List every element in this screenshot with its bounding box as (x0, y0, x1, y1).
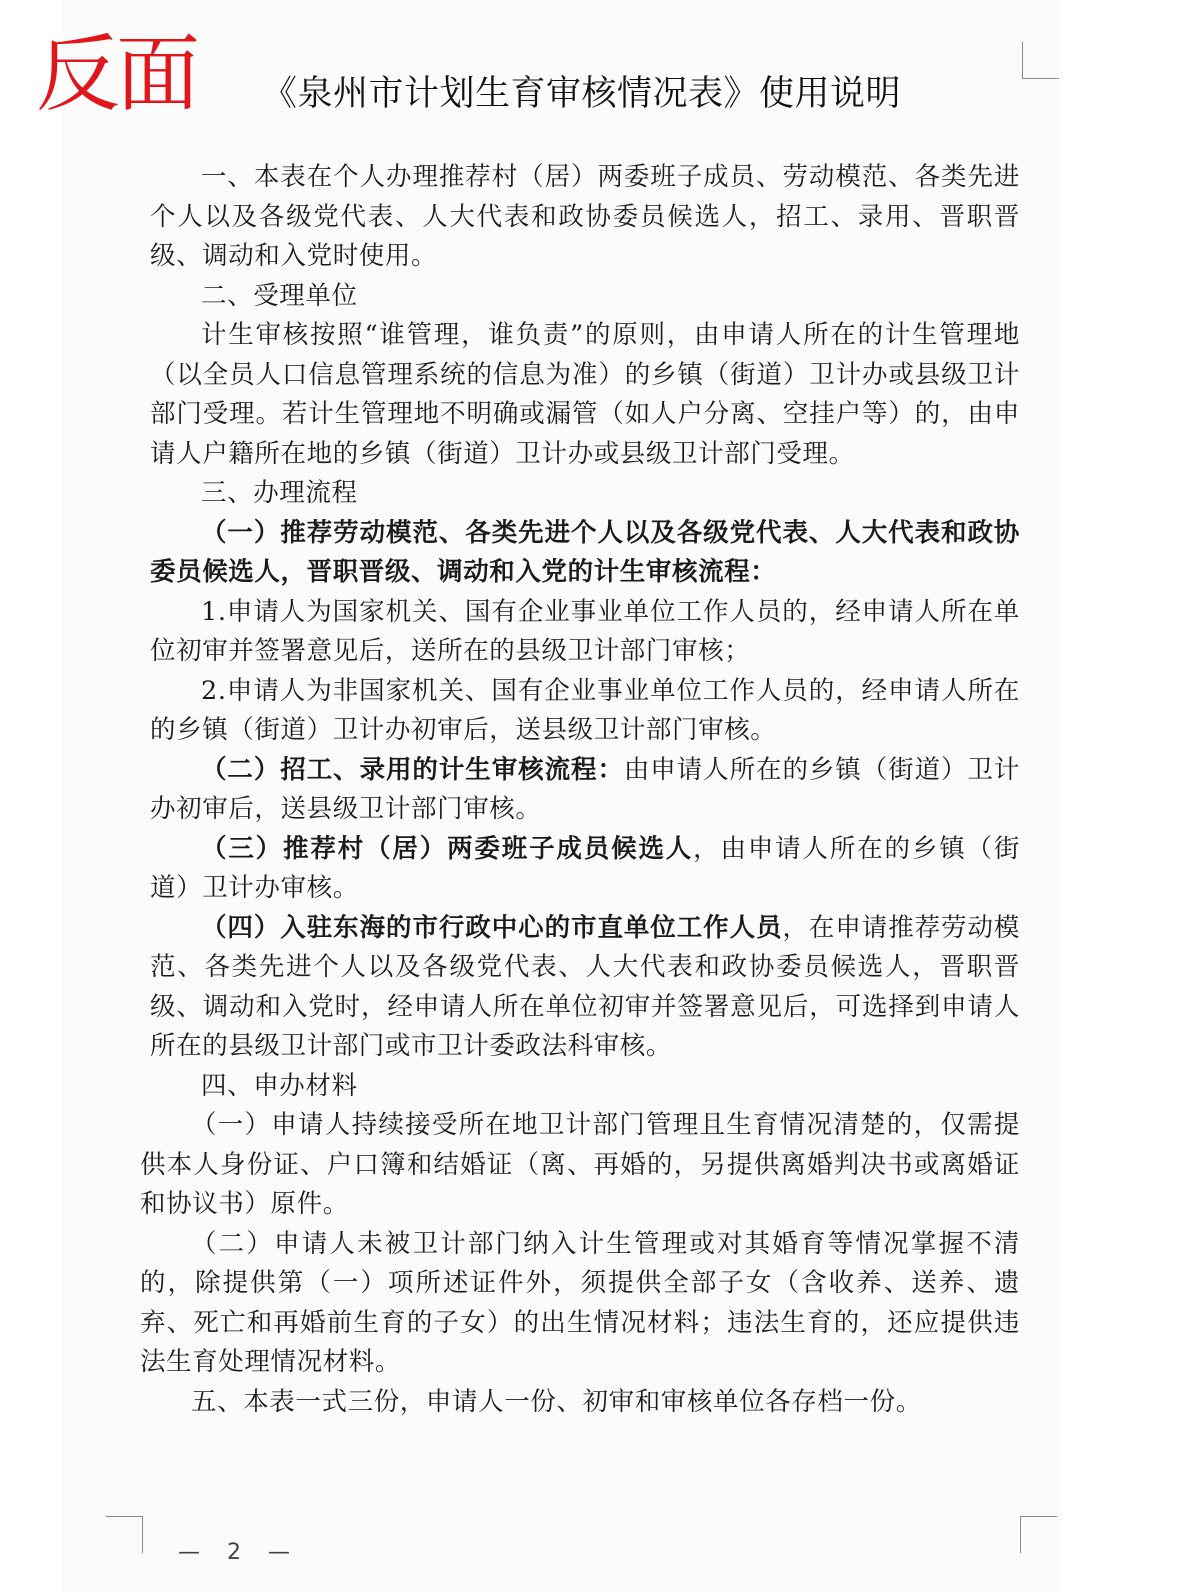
paragraph-materials-1: （一）申请人持续接受所在地卫计部门管理且生育情况清楚的，仅需提供本人身份证、户口簿和结婚证（离、再婚的，另提供离婚判决书或离婚证和协议书）原件。 (140, 1110, 1020, 1219)
paragraph-procedure-3 (150, 830, 1020, 909)
document-title: 《泉州市计划生育审核情况表》使用说明 (262, 74, 902, 114)
heading-procedure: 三、办理流程 (201, 478, 358, 508)
paragraph-procedure-1-1: 1.申请人为国家机关、国有企业事业单位工作人员的，经申请人所在单位初审并签署意见后，送所在的县级卫计部门审核； (150, 596, 1020, 666)
stamp-label: 反面 (36, 25, 197, 123)
crop-mark-bottom-right (1020, 1516, 1057, 1553)
paragraph-accepting-unit: 计生审核按照“谁管理，谁负责”的原则，由申请人所在的计生管理地（以全员人口信息管理系统的信息为准）的乡镇（街道）卫计办或县级卫计部门受理。若计生管理地不明确或漏管（如人户分离、空挂户等）的，由申请人户籍所在地的乡镇（街道）卫计办或县级卫计部门受理。 (150, 320, 1020, 469)
paragraph-procedure-1-2: 2.申请人为非国家机关、国有企业事业单位工作人员的，经申请人所在的乡镇（街道）卫计办初审后，送县级卫计部门审核。 (150, 675, 1020, 745)
crop-mark-bottom-left (106, 1516, 143, 1553)
heading-accepting-unit: 二、受理单位 (201, 280, 358, 311)
text-procedure-4: ，在申请推荐劳动模范、各类先进个人以及各级党代表、人大代表和政协委员候选人，晋职晋级、调动和入党时，经申请人所在单位初审并签署意见后，可选择到申请人所在的县级卫计部门或市卫计委政法科审核。 (150, 912, 1021, 1061)
paragraph-materials-2: （二）申请人未被卫计部门纳入计生管理或对其婚育等情况掌握不清的，除提供第（一）项所述证件外，须提供全部子女（含收养、送养、遗弃、死亡和再婚前生育的子女）的出生情况材料；违法生育的，还应提供违法生育处理情况材料。 (140, 1228, 1020, 1377)
subheading-procedure-4: （四）入驻东海的市行政中心的市直单位工作人员 (201, 912, 783, 943)
text-procedure-3: ，由申请人所在的乡镇（街道）卫计办审核。 (150, 833, 1020, 903)
crop-mark-top-right (1022, 42, 1059, 79)
page-number: — 2 — (178, 1540, 300, 1565)
heading-materials: 四、申办材料 (201, 1070, 358, 1101)
text-procedure-2: 由申请人所在的乡镇（街道）卫计办初审后，送县级卫计部门审核。 (150, 754, 1020, 824)
subheading-procedure-1: （一）推荐劳动模范、各类先进个人以及各级党代表、人大代表和政协委员候选人，晋职晋级、调动和入党的计生审核流程： (150, 517, 1020, 587)
paragraph-copies: 五、本表一式三份，申请人一份、初审和审核单位各存档一份。 (191, 1386, 922, 1417)
subheading-procedure-2: （二）招工、录用的计生审核流程： (201, 754, 624, 785)
paragraph-procedure-4 (150, 909, 1020, 1067)
paragraph-usage: 一、本表在个人办理推荐村（居）两委班子成员、劳动模范、各类先进个人以及各级党代表、人大代表和政协委员候选人，招工、录用、晋职晋级、调动和入党时使用。 (150, 162, 1020, 271)
subheading-procedure-3: （三）推荐村（居）两委班子成员候选人 (201, 833, 694, 864)
paragraph-procedure-2 (150, 751, 1020, 830)
document-body (140, 158, 1021, 1422)
